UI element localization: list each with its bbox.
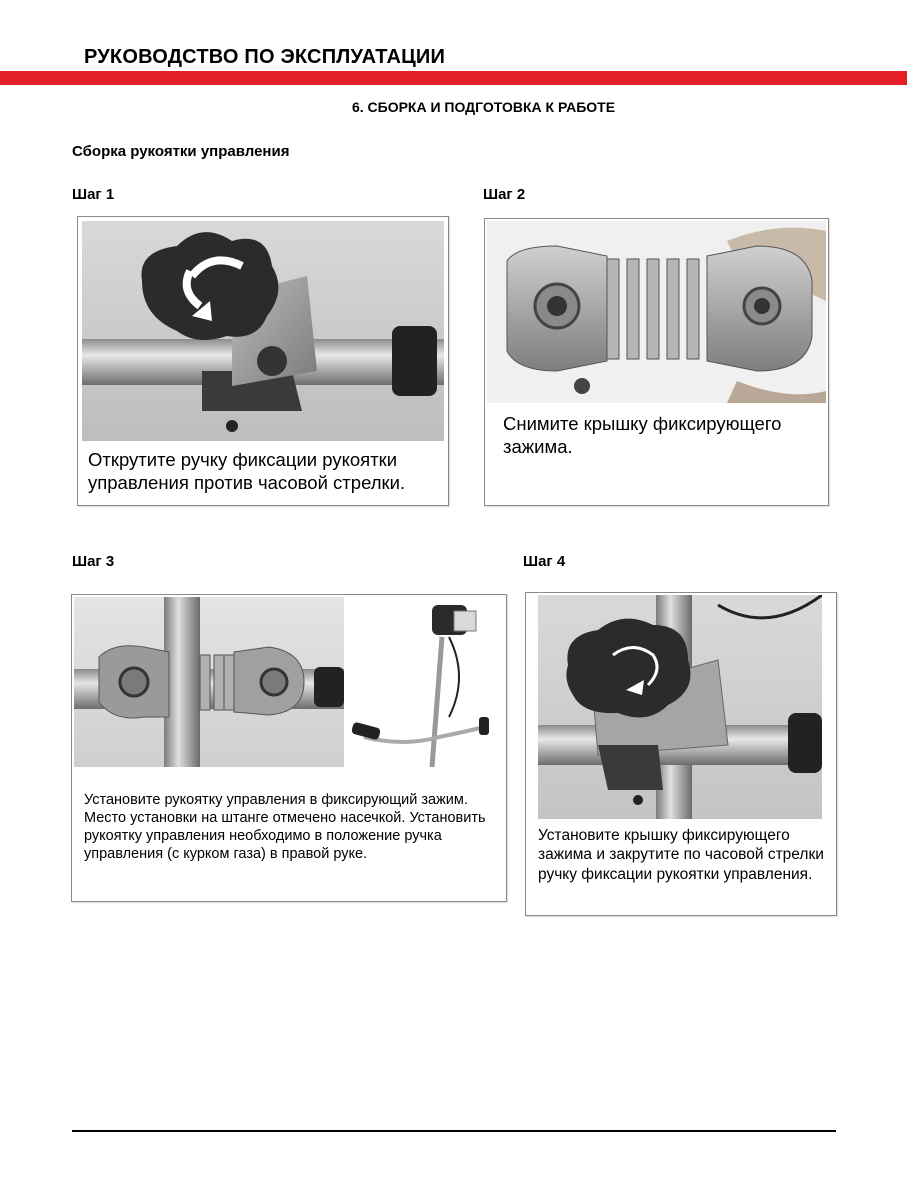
document-header-title: РУКОВОДСТВО ПО ЭКСПЛУАТАЦИИ: [84, 46, 446, 68]
step-3-card: [71, 594, 507, 902]
header-red-stripe: [0, 71, 907, 85]
step-3-photo: [74, 597, 344, 767]
step-4-label: Шаг 4: [523, 553, 566, 570]
step-2-card: [484, 218, 829, 506]
footer-divider: [72, 1130, 836, 1132]
step-1-card: [77, 216, 449, 506]
step-2-caption: Снимите крышку фиксирующего зажима.: [503, 413, 782, 458]
step-1-caption: Открутите ручку фиксации рукоятки управления против часовой стрелки.: [88, 449, 406, 494]
step-3-label: Шаг 3: [72, 553, 115, 570]
step-2-photo: [487, 221, 826, 403]
step-3-caption: Установите рукоятку управления в фиксирующий зажим. Место установки на штанге отмечено насечкой. Установить рукоятку управления необходимо в положение ручка управления (с курком газа) в правой руке.: [84, 792, 486, 863]
step-3-overview-photo: [344, 597, 504, 767]
subsection-title: Сборка рукоятки управления: [72, 143, 290, 160]
section-title: 6. СБОРКА И ПОДГОТОВКА К РАБОТЕ: [351, 99, 616, 115]
step-1-photo: [82, 221, 444, 441]
step-4-card: [525, 592, 837, 916]
step-1-label: Шаг 1: [72, 186, 115, 203]
step-4-caption: Установите крышку фиксирующего зажима и закрутите по часовой стрелки ручку фиксации рукоятки управления.: [538, 827, 824, 883]
step-2-label: Шаг 2: [483, 186, 526, 203]
step-4-photo: [538, 595, 822, 819]
